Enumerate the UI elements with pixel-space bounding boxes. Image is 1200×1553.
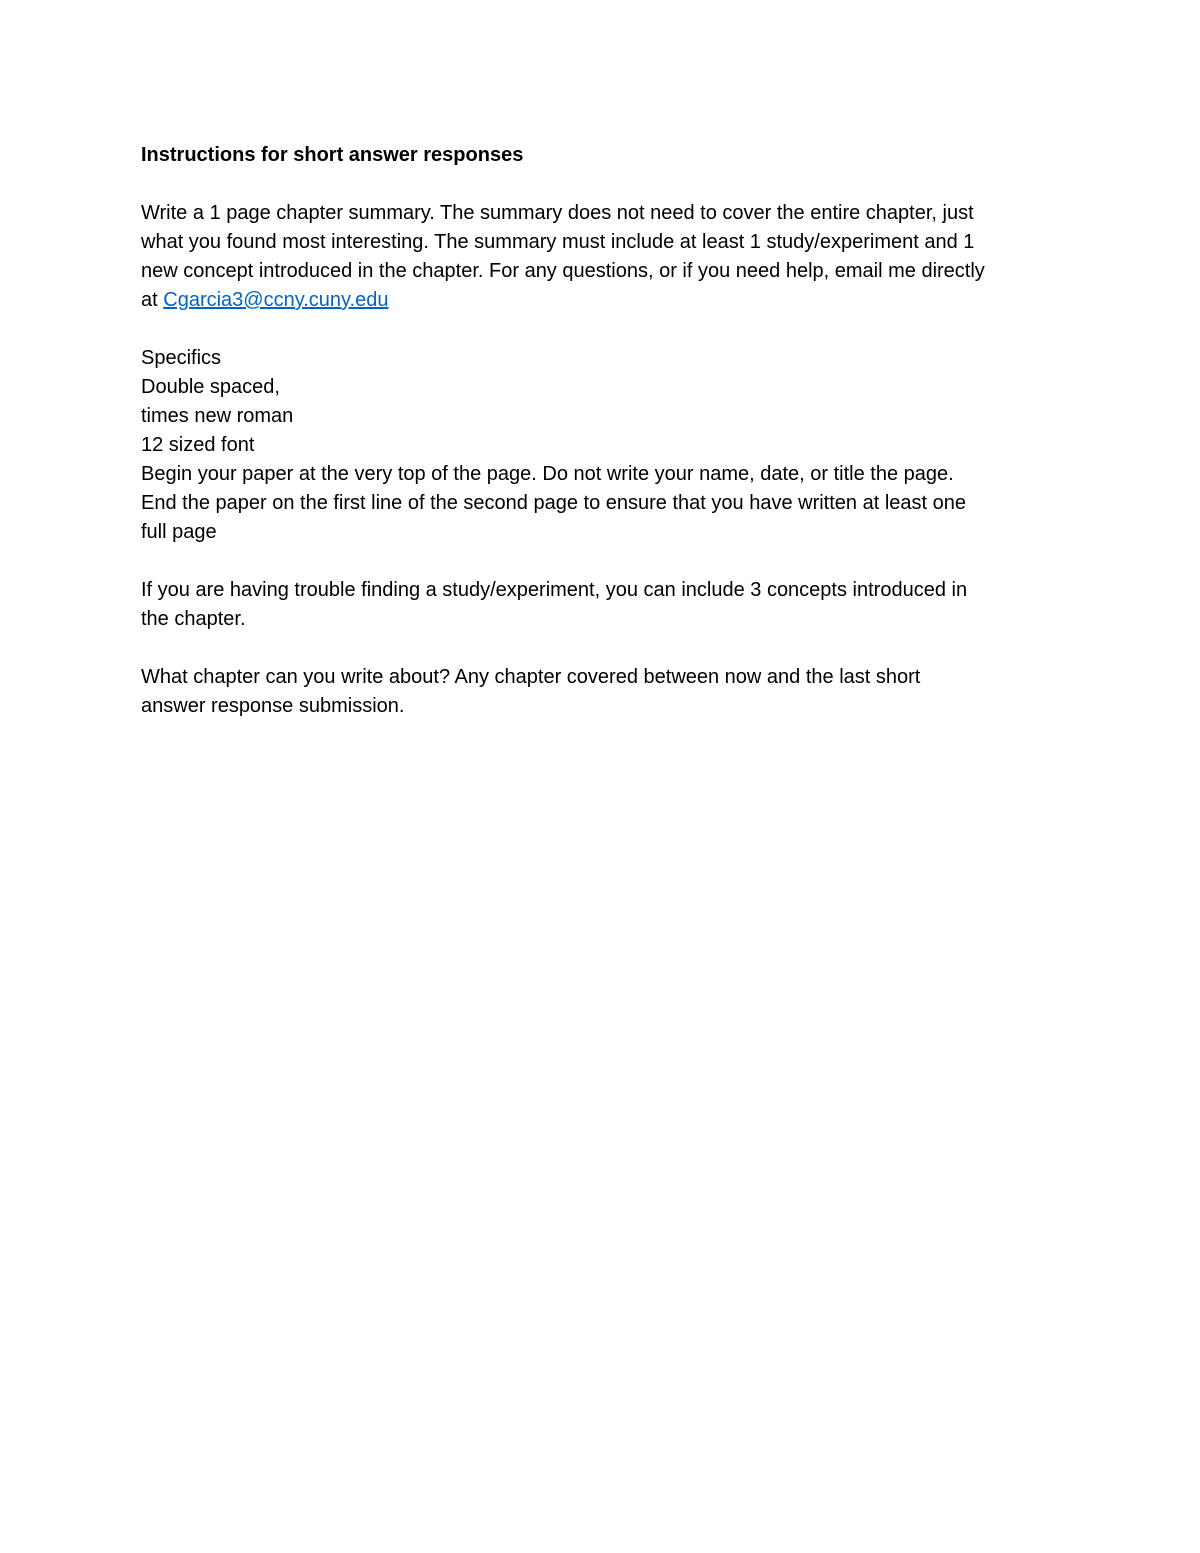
specifics-item: End the paper on the first line of the second page to ensure that you have written at least one <box>141 492 966 514</box>
intro-line-4 <box>141 286 1071 315</box>
intro-line-1: Write a 1 page chapter summary. The summary does not need to cover the entire chapter, just <box>141 202 974 224</box>
email-link[interactable]: Cgarcia3@ccny.cuny.edu <box>163 289 389 311</box>
document-content <box>141 141 1071 750</box>
which-chapter-line-1: What chapter can you write about? Any chapter covered between now and the last short <box>141 666 921 688</box>
trouble-line-1: If you are having trouble finding a study/experiment, you can include 3 concepts introduced in <box>141 579 968 601</box>
specifics-item: 12 sized font <box>141 434 255 456</box>
specifics-item: Begin your paper at the very top of the page. Do not write your name, date, or title the page. <box>141 463 954 485</box>
specifics-item: Double spaced, <box>141 376 280 398</box>
specifics-item: times new roman <box>141 405 294 427</box>
document-title: Instructions for short answer responses <box>141 144 524 166</box>
specifics-heading: Specifics <box>141 347 222 369</box>
specifics-section <box>141 344 1071 547</box>
which-chapter-line-2: answer response submission. <box>141 695 405 717</box>
trouble-paragraph <box>141 576 1071 634</box>
intro-line-2: what you found most interesting. The summary must include at least 1 study/experiment and 1 <box>141 231 975 253</box>
intro-line-4-prefix: at <box>141 289 164 311</box>
which-chapter-paragraph <box>141 663 1071 721</box>
trouble-line-2: the chapter. <box>141 608 246 630</box>
specifics-item: full page <box>141 521 217 543</box>
intro-line-3: new concept introduced in the chapter. For any questions, or if you need help, email me directly <box>141 260 985 282</box>
intro-paragraph <box>141 199 1071 315</box>
